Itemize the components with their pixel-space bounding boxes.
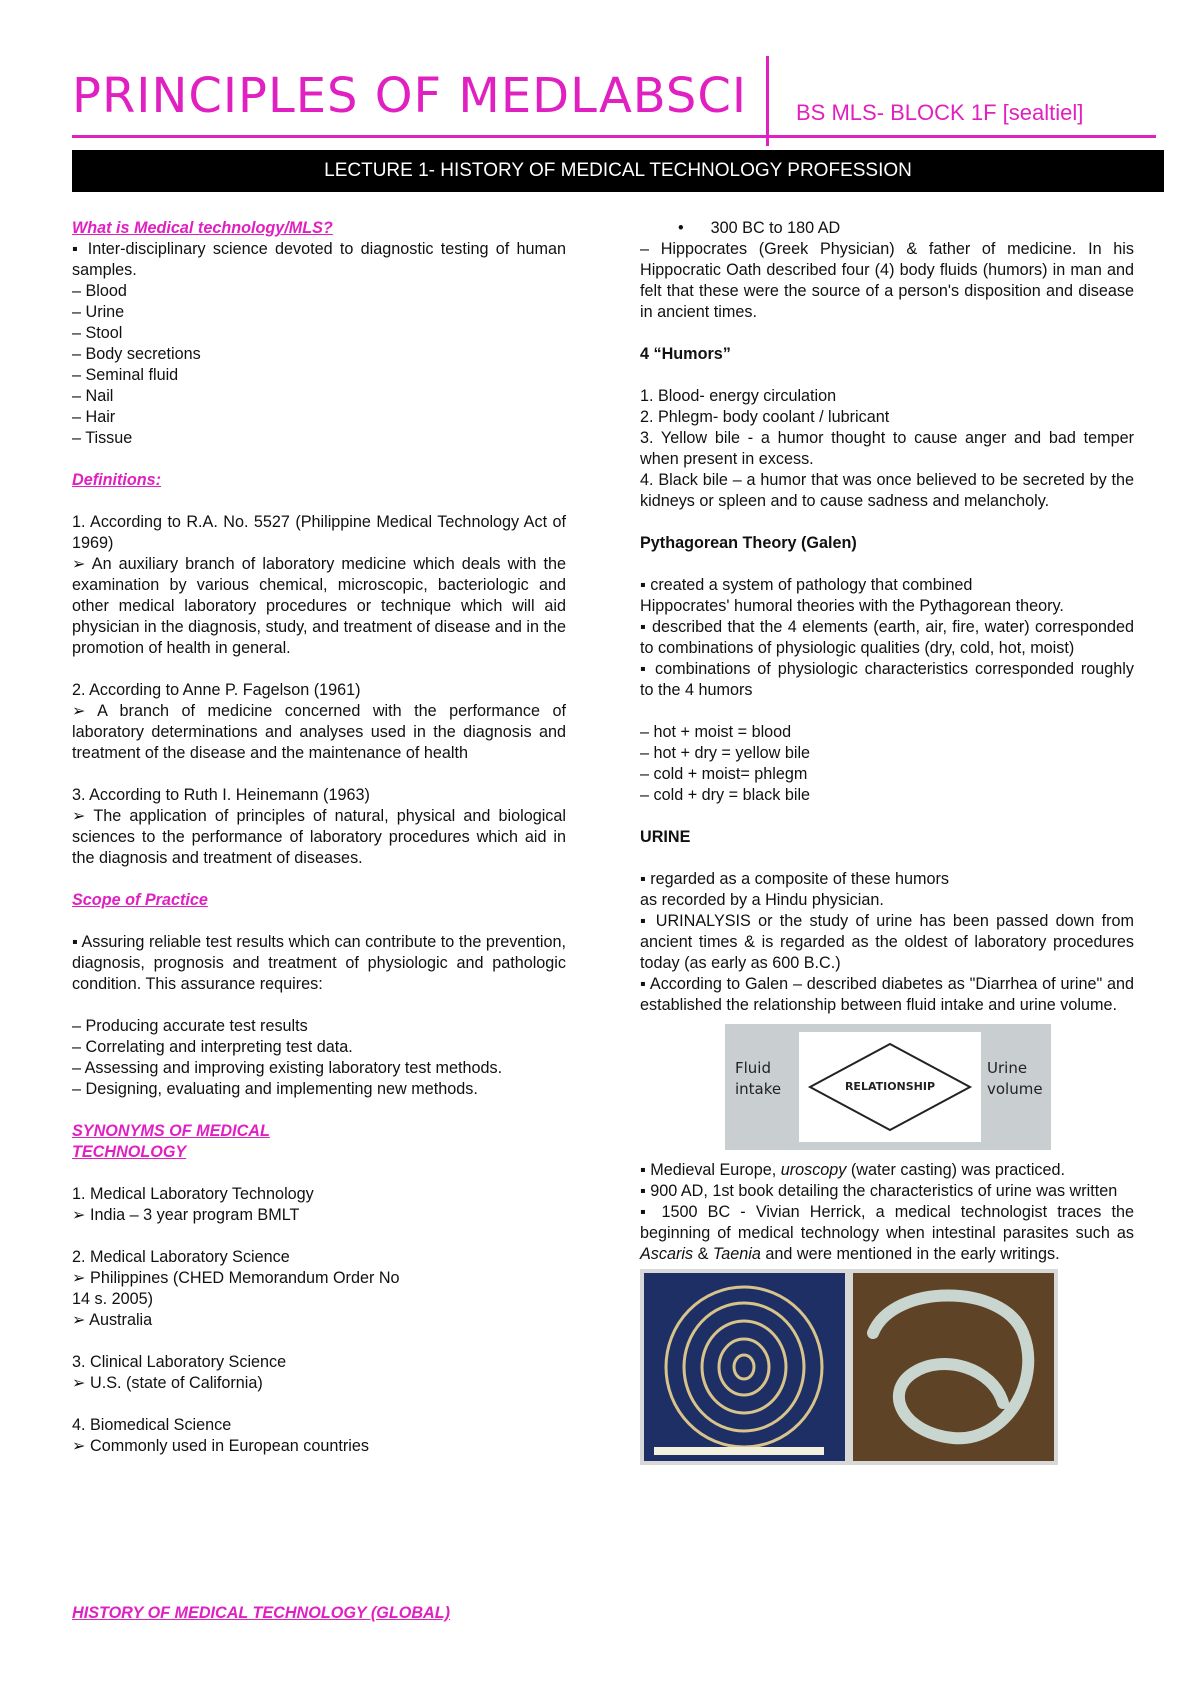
figure-intake-label: intake: [735, 1080, 782, 1098]
synonym-2-detail: ➢ Philippines (CHED Memorandum Order No: [72, 1269, 400, 1287]
humor-item: 4. Black bile – a humor that was once believed to be secreted by the kidneys or spleen and to cause sadness and melancholy.: [640, 471, 1134, 510]
scope-item: – Assessing and improving existing laboratory test methods.: [72, 1059, 503, 1077]
scope-item: – Designing, evaluating and implementing new methods.: [72, 1080, 478, 1098]
taenia-photo: [853, 1273, 1054, 1461]
pythagorean-point-2: ▪ described that the 4 elements (earth, air, fire, water) corresponded to combinations of physiologic qualities (dry, cold, hot, moist): [640, 618, 1134, 657]
what-is-heading: What is Medical technology/MLS?: [72, 219, 333, 237]
urine-point-2: ▪ URINALYSIS or the study of urine has been passed down from ancient times & is regarded as the oldest of laboratory procedures today (as early as 600 B.C.): [640, 912, 1134, 972]
humor-item: 2. Phlegm- body coolant / lubricant: [640, 408, 890, 426]
sample-item: – Nail: [72, 387, 114, 405]
sample-item: – Tissue: [72, 429, 133, 447]
humor-item: 1. Blood- energy circulation: [640, 387, 837, 405]
sample-item: – Blood: [72, 282, 127, 300]
lecture-banner: LECTURE 1- HISTORY OF MEDICAL TECHNOLOGY PROFESSION: [72, 150, 1164, 192]
figure-relationship-label: RELATIONSHIP: [844, 1080, 936, 1093]
pythagorean-point-1-cont: Hippocrates' humoral theories with the Pythagorean theory.: [640, 597, 1064, 615]
scope-item: – Producing accurate test results: [72, 1017, 308, 1035]
book-text: ▪ 900 AD, 1st book detailing the characteristics of urine was written: [640, 1182, 1118, 1200]
header-rule: [72, 135, 1156, 138]
document-title: PRINCIPLES OF MEDLABSCI: [72, 68, 748, 124]
parasite-photos: [640, 1269, 1058, 1465]
figure-fluid-label: Fluid: [735, 1059, 771, 1077]
document-subtitle: BS MLS- BLOCK 1F [sealtiel]: [796, 100, 1084, 125]
herrick-text: ▪ 1500 BC - Vivian Herrick, a medical technologist traces the beginning of medical technology when intestinal parasites such as Ascaris & Taenia and were mentioned in the early writings.: [640, 1203, 1134, 1263]
definition-3-title: 3. According to Ruth I. Heinemann (1963): [72, 786, 370, 804]
definition-3-text: ➢ The application of principles of natural, physical and biological sciences to the performance of laboratory procedures which aid in the diagnosis and treatment of diseases.: [72, 807, 566, 867]
synonym-3-detail: ➢ U.S. (state of California): [72, 1374, 263, 1392]
scope-item: – Correlating and interpreting test data.: [72, 1038, 353, 1056]
synonym-2-detail: 14 s. 2005): [72, 1290, 153, 1308]
sample-item: – Seminal fluid: [72, 366, 179, 384]
relationship-figure: [725, 1024, 1051, 1150]
synonym-1: 1. Medical Laboratory Technology: [72, 1185, 314, 1203]
synonyms-heading-line2: TECHNOLOGY: [72, 1143, 187, 1161]
urine-point-1: ▪ regarded as a composite of these humors: [640, 870, 949, 888]
medieval-text: ▪ Medieval Europe, uroscopy (water casting) was practiced.: [640, 1161, 1066, 1179]
pythagorean-heading: Pythagorean Theory (Galen): [640, 534, 857, 552]
what-is-text: ▪ Inter-disciplinary science devoted to diagnostic testing of human samples.: [72, 240, 566, 279]
figure-urine-label: Urine: [987, 1059, 1028, 1077]
pythagorean-point-3: ▪ combinations of physiologic characteristics corresponded roughly to the 4 humors: [640, 660, 1134, 699]
synonym-3: 3. Clinical Laboratory Science: [72, 1353, 287, 1371]
combo-item: – cold + moist= phlegm: [640, 765, 808, 783]
right-column: [640, 218, 1134, 1465]
pythagorean-point-1: ▪ created a system of pathology that combined: [640, 576, 973, 594]
scope-heading: Scope of Practice: [72, 891, 208, 909]
left-column: [72, 218, 566, 1457]
definition-2-title: 2. According to Anne P. Fagelson (1961): [72, 681, 361, 699]
synonym-1-detail: ➢ India – 3 year program BMLT: [72, 1206, 300, 1224]
ascaris-photo: [644, 1273, 845, 1461]
humor-item: 3. Yellow bile - a humor thought to cause anger and bad temper when present in excess.: [640, 429, 1134, 468]
definition-1-text: ➢ An auxiliary branch of laboratory medicine which deals with the examination by various chemical, microscopic, bacteriologic and other medical laboratory procedures or technique which will aid physician in the diagnosis, study, and treatment of disease and in the promotion of health in general.: [72, 555, 566, 657]
sample-item: – Urine: [72, 303, 125, 321]
date-bullet: [640, 218, 1134, 239]
synonym-4: 4. Biomedical Science: [72, 1416, 232, 1434]
combo-item: – hot + dry = yellow bile: [640, 744, 811, 762]
definitions-heading: Definitions:: [72, 471, 162, 489]
global-history-heading: HISTORY OF MEDICAL TECHNOLOGY (GLOBAL): [72, 1604, 451, 1622]
sample-item: – Body secretions: [72, 345, 201, 363]
figure-volume-label: volume: [987, 1080, 1043, 1098]
hippocrates-text: – Hippocrates (Greek Physician) & father of medicine. In his Hippocratic Oath described four (4) body fluids (humors) in man and felt that these were the source of a person's disposition and disease in ancient times.: [640, 240, 1134, 321]
synonym-2-detail: ➢ Australia: [72, 1311, 153, 1329]
urine-heading: URINE: [640, 828, 691, 846]
header-divider: [766, 56, 769, 146]
combo-item: – hot + moist = blood: [640, 723, 792, 741]
definition-1-title: 1. According to R.A. No. 5527 (Philippine Medical Technology Act of 1969): [72, 513, 566, 552]
humors-heading: 4 “Humors”: [640, 345, 731, 363]
sample-item: – Stool: [72, 324, 123, 342]
combo-item: – cold + dry = black bile: [640, 786, 811, 804]
bullet-icon: •: [678, 219, 711, 237]
scope-text: ▪ Assuring reliable test results which can contribute to the prevention, diagnosis, prognosis and treatment of physiologic and pathologic condition. This assurance requires:: [72, 933, 566, 993]
date-range: 300 BC to 180 AD: [710, 219, 841, 237]
synonyms-heading: SYNONYMS OF MEDICAL: [72, 1122, 270, 1140]
urine-point-1-cont: as recorded by a Hindu physician.: [640, 891, 884, 909]
urine-point-3: ▪ According to Galen – described diabetes as "Diarrhea of urine" and established the relationship between fluid intake and urine volume.: [640, 975, 1134, 1014]
synonym-4-detail: ➢ Commonly used in European countries: [72, 1437, 369, 1455]
synonym-2: 2. Medical Laboratory Science: [72, 1248, 290, 1266]
definition-2-text: ➢ A branch of medicine concerned with the performance of laboratory determinations and analyses used in the diagnosis and treatment of the disease and the maintenance of health: [72, 702, 566, 762]
sample-item: – Hair: [72, 408, 116, 426]
